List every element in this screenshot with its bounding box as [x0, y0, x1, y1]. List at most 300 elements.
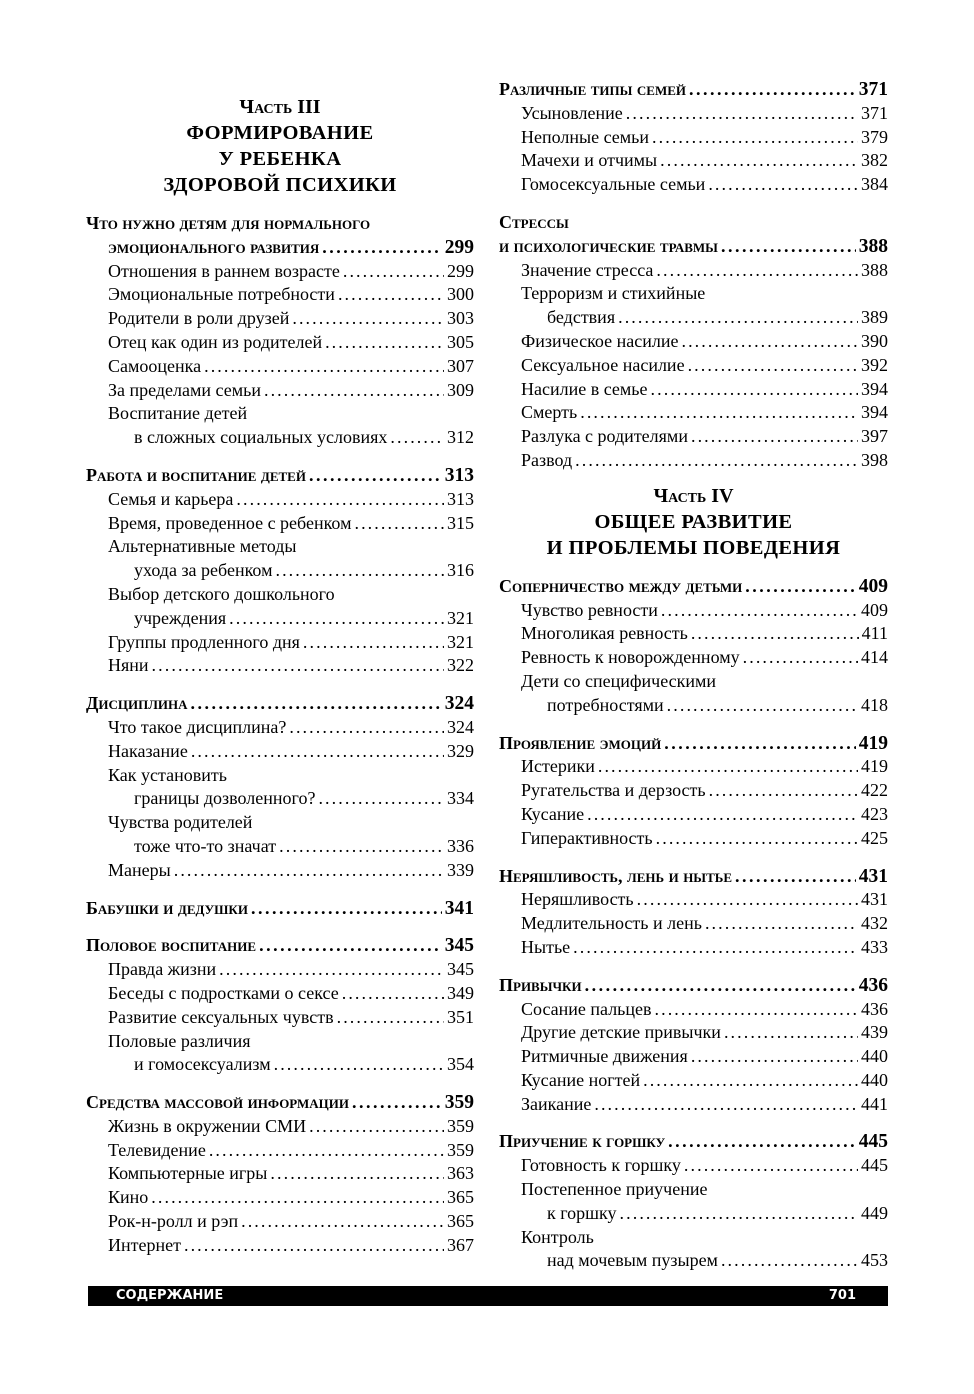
dot-leader — [209, 1139, 444, 1163]
toc-entry-line — [499, 1021, 888, 1045]
toc-section — [499, 211, 888, 473]
entry-text: над мочевым пузырем — [547, 1250, 718, 1271]
entry-text: потребностями — [547, 694, 664, 715]
toc-section — [86, 692, 474, 882]
page-ref: 411 — [861, 623, 888, 644]
dot-leader — [661, 599, 858, 623]
toc-entry-line — [86, 631, 474, 655]
toc-entry-line — [499, 622, 888, 646]
entry-text: Половые различия — [108, 1030, 251, 1051]
toc-entry-line — [499, 378, 888, 402]
toc-entry-line — [86, 1030, 474, 1054]
toc-entry-line — [86, 1186, 474, 1210]
dot-leader — [204, 355, 444, 379]
dot-leader — [689, 78, 856, 102]
toc-entry-line — [86, 654, 474, 678]
page-ref: 394 — [861, 378, 888, 399]
dot-leader — [691, 425, 858, 449]
toc-section — [86, 464, 474, 678]
dot-leader — [660, 149, 858, 173]
toc-section — [499, 78, 888, 197]
toc-entry-line — [86, 559, 474, 583]
page-ref: 389 — [861, 307, 888, 328]
part-title: И ПРОБЛЕМЫ ПОВЕДЕНИЯ — [546, 536, 841, 559]
page-ref: 388 — [858, 235, 888, 257]
toc-right-column — [499, 0, 888, 1273]
dot-leader — [684, 1154, 858, 1178]
dot-leader — [191, 740, 444, 764]
toc-entry-line — [499, 354, 888, 378]
toc-left-column — [86, 0, 474, 1258]
section-heading-line — [499, 211, 888, 235]
page-ref: 433 — [861, 936, 888, 957]
toc-section — [499, 974, 888, 1117]
toc-entry-line — [86, 402, 474, 426]
toc-entry-line — [86, 607, 474, 631]
dot-leader — [691, 1045, 858, 1069]
entry-text: Смерть — [521, 402, 578, 423]
toc-entry-line — [499, 149, 888, 173]
page-ref: 445 — [858, 1131, 888, 1153]
toc-entry-line — [86, 331, 474, 355]
dot-leader — [664, 732, 856, 756]
dot-leader — [681, 330, 858, 354]
toc-entry-line — [86, 283, 474, 307]
section-heading-line — [86, 692, 474, 716]
dot-leader — [651, 378, 858, 402]
entry-text: Контроль — [521, 1226, 594, 1247]
dot-leader — [721, 1249, 858, 1273]
toc-entry-line — [86, 583, 474, 607]
toc-entry-line — [499, 827, 888, 851]
entry-text: Многоликая ревность — [521, 623, 688, 644]
page-ref: 324 — [444, 693, 474, 715]
toc-entry-line — [86, 1053, 474, 1077]
toc-entry-line — [86, 764, 474, 788]
toc-section — [86, 934, 474, 1077]
part-label: Часть IV — [653, 484, 734, 507]
entry-text: Постепенное приучение — [521, 1179, 708, 1200]
dot-leader — [652, 126, 858, 150]
page-ref: 419 — [861, 756, 888, 777]
entry-text: Готовность к горшку — [521, 1155, 681, 1176]
toc-entry-line — [499, 779, 888, 803]
dot-leader — [573, 936, 858, 960]
dot-leader — [174, 859, 444, 883]
page-ref: 349 — [447, 982, 474, 1003]
page-footer-bar — [88, 1286, 888, 1306]
entry-text: Семья и карьера — [108, 488, 234, 509]
page-ref: 354 — [447, 1054, 474, 1075]
part-title: ФОРМИРОВАНИЕ — [186, 122, 374, 144]
dot-leader — [745, 575, 855, 599]
section-heading-line — [499, 78, 888, 102]
entry-text: Усыновление — [521, 102, 623, 123]
section-heading-text: Неряшливость, лень и нытье — [499, 865, 733, 886]
toc-entry-line — [499, 259, 888, 283]
toc-entry-line — [86, 982, 474, 1006]
entry-text: Развод — [521, 449, 573, 470]
part-heading — [86, 94, 474, 198]
dot-leader — [735, 865, 856, 889]
page-ref: 390 — [861, 330, 888, 351]
entry-text: Разлука с родителями — [521, 426, 688, 447]
dot-leader — [643, 1069, 858, 1093]
page-ref: 359 — [447, 1115, 474, 1136]
entry-text: Значение стресса — [521, 259, 654, 280]
section-heading-line — [499, 235, 888, 259]
page-ref: 324 — [447, 716, 474, 737]
entry-text: Кусание — [521, 803, 585, 824]
entry-text: границы дозволенного? — [134, 788, 316, 809]
entry-text: Эмоциональные потребности — [108, 284, 335, 305]
dot-leader — [390, 426, 444, 450]
dot-leader — [275, 559, 444, 583]
page-ref: 363 — [447, 1163, 474, 1184]
dot-leader — [343, 260, 444, 284]
page-ref: 321 — [447, 607, 474, 628]
dot-leader — [580, 401, 858, 425]
entry-text: и гомосексуализм — [134, 1054, 271, 1075]
entry-text: Правда жизни — [108, 959, 217, 980]
section-heading-text: эмоционального развития — [108, 236, 320, 257]
page-ref: 322 — [447, 655, 474, 676]
page-ref: 379 — [861, 126, 888, 147]
page-ref: 312 — [447, 427, 474, 448]
dot-leader — [279, 835, 444, 859]
dot-leader — [618, 306, 858, 330]
page-ref: 436 — [861, 998, 888, 1019]
dot-leader — [219, 958, 444, 982]
section-heading-text: Половое воспитание — [86, 935, 257, 956]
entry-text: Истерики — [521, 756, 595, 777]
toc-entry-line — [86, 1234, 474, 1258]
page-ref: 365 — [447, 1187, 474, 1208]
toc-section — [499, 865, 888, 960]
entry-text: учреждения — [134, 607, 227, 628]
page-ref: 359 — [444, 1092, 474, 1114]
entry-text: Другие детские привычки — [521, 1022, 721, 1043]
page-ref: 309 — [447, 379, 474, 400]
toc-entry-line — [499, 401, 888, 425]
toc-entry-line — [499, 936, 888, 960]
toc-entry-line — [86, 488, 474, 512]
entry-text: Неряшливость — [521, 889, 634, 910]
page-ref: 351 — [447, 1006, 474, 1027]
dot-leader — [292, 307, 444, 331]
dot-leader — [259, 934, 442, 958]
section-heading-text: и психологические травмы — [499, 235, 718, 256]
page-ref: 307 — [447, 355, 474, 376]
dot-leader — [655, 998, 859, 1022]
page-ref: 371 — [861, 102, 888, 123]
page-number: 701 — [828, 1288, 856, 1303]
toc-entry-line — [86, 958, 474, 982]
toc-entry-line — [499, 425, 888, 449]
dot-leader — [585, 974, 856, 998]
entry-text: Самооценка — [108, 355, 202, 376]
page-ref: 339 — [447, 859, 474, 880]
page-ref: 423 — [861, 803, 888, 824]
page-ref: 334 — [447, 788, 474, 809]
dot-leader — [337, 1006, 444, 1030]
page-ref: 341 — [444, 897, 474, 919]
section-heading-text: Что нужно детям для нормального — [86, 213, 371, 233]
page-ref: 329 — [447, 740, 474, 761]
dot-leader — [691, 622, 859, 646]
toc-entry-line — [86, 1115, 474, 1139]
dot-leader — [152, 654, 444, 678]
dot-leader — [325, 331, 444, 355]
section-heading-text: Соперничество между детьми — [499, 575, 743, 596]
page-ref: 300 — [447, 284, 474, 305]
dot-leader — [354, 512, 444, 536]
toc-entry-line — [499, 1154, 888, 1178]
entry-text: Что такое дисциплина? — [108, 716, 287, 737]
dot-leader — [724, 1021, 858, 1045]
entry-text: Группы продленного дня — [108, 631, 300, 652]
toc-section — [499, 732, 888, 851]
part-title: ЗДОРОВОЙ ПСИХИКИ — [163, 174, 397, 196]
entry-text: Заикание — [521, 1093, 592, 1114]
section-heading-text: Работа и воспитание детей — [86, 464, 306, 485]
section-heading-text: Проявление эмоций — [499, 732, 662, 753]
toc-entry-line — [86, 307, 474, 331]
entry-text: Терроризм и стихийные — [521, 283, 706, 304]
toc-section — [86, 897, 474, 921]
part-label: Часть III — [239, 96, 321, 118]
dot-leader — [575, 449, 858, 473]
toc-entry-line — [499, 694, 888, 718]
dot-leader — [721, 235, 856, 259]
dot-leader — [270, 1162, 444, 1186]
toc-entry-line — [499, 646, 888, 670]
toc-entry-line — [86, 835, 474, 859]
toc-entry-line — [499, 599, 888, 623]
entry-text: Альтернативные методы — [108, 536, 297, 557]
page-ref: 432 — [861, 913, 888, 934]
toc-entry-line — [499, 173, 888, 197]
entry-text: Гомосексуальные семьи — [521, 174, 706, 195]
page-ref: 439 — [861, 1022, 888, 1043]
section-heading-line — [86, 464, 474, 488]
part-title: У РЕБЕНКА — [218, 148, 342, 170]
toc-entry-line — [86, 859, 474, 883]
toc-entry-line — [499, 102, 888, 126]
entry-text: Время, проведенное с ребенком — [108, 512, 352, 533]
dot-leader — [342, 982, 444, 1006]
toc-section — [499, 1130, 888, 1273]
entry-text: Кусание ногтей — [521, 1069, 641, 1090]
entry-text: Чувства родителей — [108, 812, 253, 833]
dot-leader — [656, 827, 858, 851]
dot-leader — [637, 888, 858, 912]
toc-entry-line — [86, 740, 474, 764]
section-heading-line — [499, 732, 888, 756]
entry-text: Няни — [108, 655, 149, 676]
page-ref: 316 — [447, 560, 474, 581]
section-heading-line — [86, 1091, 474, 1115]
entry-text: Сосание пальцев — [521, 998, 652, 1019]
page-ref: 371 — [858, 79, 888, 100]
page-ref: 440 — [861, 1069, 888, 1090]
page-ref: 299 — [444, 236, 474, 258]
dot-leader — [352, 1091, 442, 1115]
page-ref: 441 — [861, 1093, 888, 1114]
part-title: ОБЩЕЕ РАЗВИТИЕ — [594, 510, 793, 533]
entry-text: Компьютерные игры — [108, 1163, 268, 1184]
page-ref: 449 — [861, 1202, 888, 1223]
toc-entry-line — [86, 260, 474, 284]
dot-leader — [587, 803, 858, 827]
dot-leader — [274, 1053, 444, 1077]
entry-text: Рок-н-ролл и рэп — [108, 1211, 239, 1232]
toc-entry-line — [86, 787, 474, 811]
dot-leader — [743, 646, 858, 670]
toc-entry-line — [86, 535, 474, 559]
toc-entry-line — [86, 355, 474, 379]
dot-leader — [303, 631, 444, 655]
toc-entry-line — [499, 755, 888, 779]
section-heading-text: Различные типы семей — [499, 79, 687, 99]
entry-text: Ритмичные движения — [521, 1046, 688, 1067]
section-heading-line — [499, 1130, 888, 1154]
toc-entry-line — [86, 811, 474, 835]
page-ref: 365 — [447, 1211, 474, 1232]
dot-leader — [318, 787, 444, 811]
toc-entry-line — [499, 1069, 888, 1093]
entry-text: Ругательства и дерзость — [521, 780, 706, 801]
page-ref: 359 — [447, 1139, 474, 1160]
page-ref: 414 — [861, 647, 888, 668]
toc-entry-line — [86, 379, 474, 403]
dot-leader — [236, 488, 444, 512]
page-ref: 419 — [858, 732, 888, 754]
entry-text: Сексуальное насилие — [521, 354, 685, 375]
toc-entry-line — [499, 1093, 888, 1117]
dot-leader — [598, 755, 858, 779]
entry-text: Гиперактивность — [521, 827, 653, 848]
entry-text: Беседы с подростками о сексе — [108, 982, 339, 1003]
page-ref: 425 — [861, 827, 888, 848]
page-ref: 394 — [861, 402, 888, 423]
toc-entry-line — [499, 803, 888, 827]
page-ref: 388 — [861, 259, 888, 280]
dot-leader — [708, 173, 858, 197]
toc-entry-line — [499, 282, 888, 306]
section-heading-text: Привычки — [499, 974, 582, 995]
toc-entry-line — [499, 306, 888, 330]
entry-text: Мачехи и отчимы — [521, 150, 658, 171]
entry-text: тоже что-то значат — [134, 835, 277, 856]
section-heading-line — [86, 934, 474, 958]
toc-entry-line — [499, 449, 888, 473]
entry-text: Чувство ревности — [521, 599, 658, 620]
dot-leader — [667, 694, 858, 718]
page-ref: 345 — [444, 935, 474, 957]
toc-section — [86, 212, 474, 450]
entry-text: Жизнь в окружении СМИ — [108, 1115, 307, 1136]
section-heading-line — [499, 575, 888, 599]
page-ref: 367 — [447, 1234, 474, 1255]
dot-leader — [289, 716, 444, 740]
section-heading-text: Стрессы — [499, 211, 569, 232]
page-ref: 315 — [447, 512, 474, 533]
dot-leader — [184, 1234, 444, 1258]
toc-entry-line — [499, 670, 888, 694]
running-header-label: СОДЕРЖАНИЕ — [116, 1288, 224, 1303]
entry-text: Ревность к новорожденному — [521, 647, 740, 668]
section-heading-text: Бабушки и дедушки — [86, 897, 248, 918]
dot-leader — [191, 692, 442, 716]
dot-leader — [656, 259, 858, 283]
page-ref: 313 — [444, 464, 474, 486]
entry-text: Нытье — [521, 936, 571, 957]
dot-leader — [668, 1130, 856, 1154]
toc-entry-line — [499, 1202, 888, 1226]
page-ref: 336 — [447, 835, 474, 856]
dot-leader — [594, 1093, 858, 1117]
toc-entry-line — [86, 426, 474, 450]
entry-text: Воспитание детей — [108, 403, 248, 424]
page-ref: 382 — [861, 150, 888, 171]
entry-text: Развитие сексуальных чувств — [108, 1006, 334, 1027]
dot-leader — [626, 102, 858, 126]
dot-leader — [309, 1115, 444, 1139]
toc-entry-line — [499, 1045, 888, 1069]
page-ref: 299 — [447, 260, 474, 281]
toc-entry-line — [499, 1226, 888, 1250]
section-heading-text: Средства массовой информации — [86, 1092, 349, 1113]
entry-text: Выбор детского дошкольного — [108, 583, 335, 604]
dot-leader — [620, 1202, 858, 1226]
entry-text: в сложных социальных условиях — [134, 427, 388, 448]
entry-text: Телевидение — [108, 1139, 206, 1160]
page-ref: 305 — [447, 331, 474, 352]
toc-section — [499, 575, 888, 718]
dot-leader — [241, 1210, 444, 1234]
page-ref: 453 — [861, 1250, 888, 1271]
toc-entry-line — [86, 1162, 474, 1186]
entry-text: ухода за ребенком — [134, 560, 273, 581]
section-heading-line — [499, 974, 888, 998]
entry-text: Медлительность и лень — [521, 913, 702, 934]
page-ref: 303 — [447, 308, 474, 329]
toc-entry-line — [499, 1178, 888, 1202]
toc-entry-line — [86, 716, 474, 740]
toc-entry-line — [499, 1249, 888, 1273]
toc-entry-line — [499, 998, 888, 1022]
toc-entry-line — [86, 1006, 474, 1030]
page-ref: 418 — [861, 694, 888, 715]
entry-text: Отношения в раннем возрасте — [108, 260, 340, 281]
dot-leader — [309, 464, 442, 488]
entry-text: Манеры — [108, 859, 171, 880]
page-ref: 431 — [858, 865, 888, 887]
dot-leader — [338, 283, 444, 307]
entry-text: Как установить — [108, 764, 227, 785]
page-ref: 409 — [858, 575, 888, 597]
entry-text: Дети со специфическими — [521, 670, 717, 691]
entry-text: Насилие в семье — [521, 378, 648, 399]
entry-text: Физическое насилие — [521, 330, 679, 351]
entry-text: Неполные семьи — [521, 126, 650, 147]
dot-leader — [705, 912, 858, 936]
dot-leader — [688, 354, 858, 378]
section-heading-line — [86, 212, 474, 236]
page-ref: 422 — [861, 780, 888, 801]
page-ref: 384 — [861, 174, 888, 195]
